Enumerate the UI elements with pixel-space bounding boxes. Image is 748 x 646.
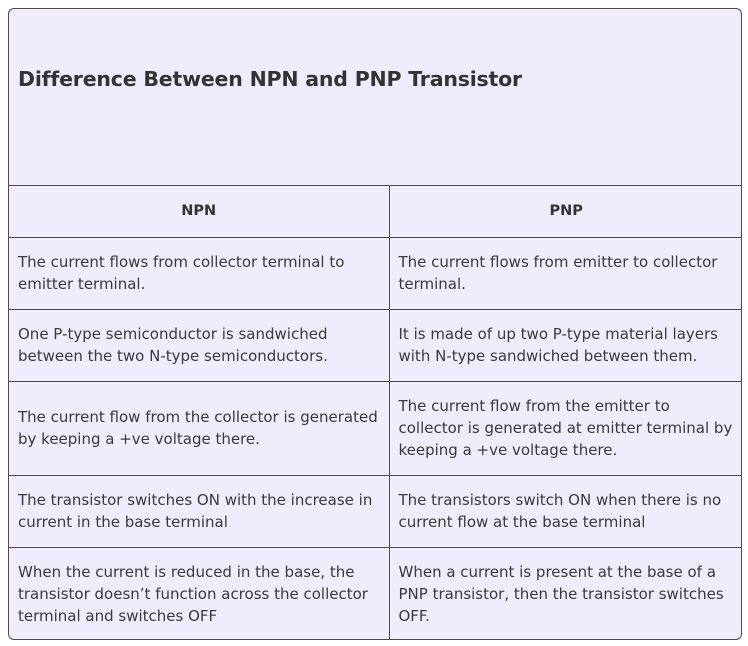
comparison-card <box>8 8 742 640</box>
npn-cell: One P-type semiconductor is sandwiched between the two N-type semiconductors. <box>9 309 389 381</box>
page-title: Difference Between NPN and PNP Transistor <box>18 67 522 91</box>
comparison-table <box>9 186 742 640</box>
pnp-cell: The current flow from the emitter to collector is generated at emitter terminal by keeping a +ve voltage there. <box>389 381 742 475</box>
table-row <box>9 237 742 309</box>
pnp-cell: When a current is present at the base of a PNP transistor, then the transistor switches OFF. <box>398 562 724 625</box>
pnp-cell: The transistors switch ON when there is no current flow at the base terminal <box>389 475 742 547</box>
pnp-cell: The current flows from emitter to collector terminal. <box>389 237 742 309</box>
table-row <box>9 475 742 547</box>
npn-cell: The transistor switches ON with the increase in current in the base terminal <box>9 475 389 547</box>
pnp-cell: It is made of up two P-type material layers with N-type sandwiched between them. <box>389 309 742 381</box>
title-area <box>9 9 741 186</box>
npn-cell: The current flow from the collector is generated by keeping a +ve voltage there. <box>9 381 389 475</box>
table-row <box>9 381 742 475</box>
column-header-npn: NPN <box>9 186 389 237</box>
column-header-pnp: PNP <box>389 186 742 237</box>
table-row <box>9 547 742 640</box>
table-row <box>9 309 742 381</box>
table-header-row <box>9 186 742 237</box>
npn-cell: The current flows from collector terminal to emitter terminal. <box>9 237 389 309</box>
npn-cell: When the current is reduced in the base, the transistor doesn’t function across the collector terminal and switches OFF <box>9 547 389 640</box>
